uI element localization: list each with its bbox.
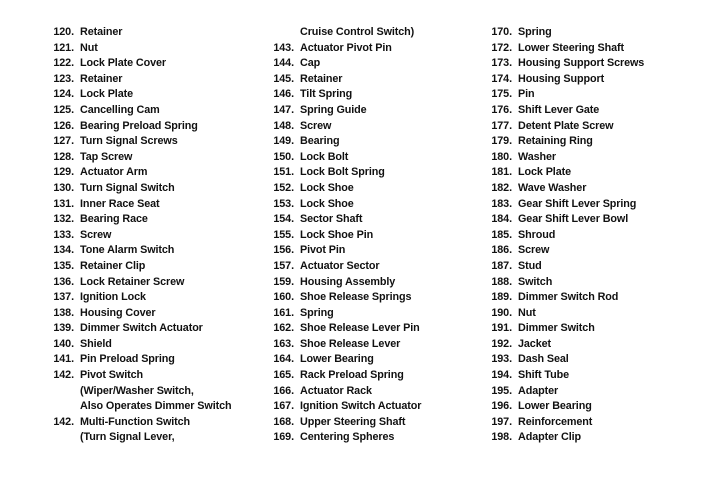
part-label: Upper Steering Shaft	[300, 415, 406, 428]
part-label: Gear Shift Lever Bowl	[518, 213, 629, 226]
part-number: 179.	[491, 135, 512, 148]
part-number: 185.	[491, 228, 512, 241]
part-entry	[478, 306, 644, 322]
part-entry	[260, 275, 421, 291]
part-entry	[40, 25, 232, 41]
part-entry	[478, 103, 644, 119]
part-entry	[40, 72, 232, 88]
part-entry	[40, 134, 232, 150]
part-entry	[40, 415, 232, 431]
part-label: Shift Tube	[518, 369, 569, 382]
part-label: Dimmer Switch Rod	[518, 291, 619, 304]
part-number: 177.	[491, 119, 512, 132]
part-number: 132.	[53, 213, 74, 226]
part-entry	[40, 41, 232, 57]
part-number: 182.	[491, 181, 512, 194]
part-number: 160.	[273, 291, 294, 304]
part-number: 124.	[53, 88, 74, 101]
part-entry	[40, 103, 232, 119]
part-entry	[260, 165, 421, 181]
part-entry	[40, 243, 232, 259]
part-entry	[478, 212, 644, 228]
part-number: 192.	[491, 337, 512, 350]
part-label: Adapter	[518, 384, 559, 397]
part-number: 169.	[273, 431, 294, 444]
part-number: 130.	[53, 181, 74, 194]
part-label: Lower Bearing	[300, 353, 374, 366]
part-entry	[260, 399, 421, 415]
part-label: Nut	[80, 41, 98, 54]
part-label: Pin Preload Spring	[80, 353, 175, 366]
part-label: Retainer Clip	[80, 259, 146, 272]
part-number: 172.	[491, 41, 512, 54]
part-label: Housing Assembly	[300, 275, 396, 288]
part-label: Shift Lever Gate	[518, 103, 600, 116]
part-label: Lock Bolt	[300, 150, 349, 163]
part-entry	[478, 243, 644, 259]
part-number: 135.	[53, 259, 74, 272]
part-entry	[478, 72, 644, 88]
part-label: Retainer	[300, 72, 343, 85]
part-entry	[478, 119, 644, 135]
part-number: 129.	[53, 166, 74, 179]
part-label: Cruise Control Switch)	[300, 26, 415, 38]
part-number: 147.	[273, 103, 294, 116]
part-number: 141.	[53, 353, 74, 366]
part-label: Screw	[80, 228, 112, 241]
part-entry	[478, 165, 644, 181]
part-entry	[478, 228, 644, 244]
part-label: Spring	[300, 306, 334, 319]
part-entry	[260, 228, 421, 244]
part-entry	[260, 243, 421, 259]
part-number: 133.	[53, 228, 74, 241]
part-entry	[40, 165, 232, 181]
part-entry	[40, 228, 232, 244]
part-label: Reinforcement	[518, 415, 593, 428]
part-label: Pin	[518, 88, 535, 101]
part-number: 144.	[273, 57, 294, 70]
part-entry	[260, 56, 421, 72]
part-number: 170.	[491, 26, 512, 38]
part-label: Screw	[518, 244, 550, 257]
part-label: Stud	[518, 259, 542, 272]
part-number: 122.	[53, 57, 74, 70]
part-label: Switch	[518, 275, 553, 288]
part-entry	[478, 352, 644, 368]
part-entry	[478, 87, 644, 103]
part-label: Pivot Switch	[80, 369, 143, 382]
part-entry	[40, 181, 232, 197]
part-entry	[40, 259, 232, 275]
part-label: Actuator Rack	[300, 384, 372, 397]
part-number: 176.	[491, 103, 512, 116]
part-label: Multi-Function Switch	[80, 415, 191, 428]
part-number: 195.	[491, 384, 512, 397]
part-entry	[40, 430, 232, 446]
part-entry	[40, 87, 232, 103]
part-label: Shoe Release Springs	[300, 291, 412, 304]
part-label: Lock Plate Cover	[80, 57, 167, 70]
part-entry	[260, 72, 421, 88]
part-entry	[478, 25, 644, 41]
part-label: Housing Support	[518, 72, 605, 85]
part-number: 168.	[273, 415, 294, 428]
part-number: 187.	[491, 259, 512, 272]
part-label: Adapter Clip	[518, 431, 581, 444]
part-label: Turn Signal Screws	[80, 135, 178, 148]
part-label: Inner Race Seat	[80, 197, 160, 210]
part-entry	[40, 212, 232, 228]
part-number: 142.	[53, 415, 74, 428]
part-number: 125.	[53, 103, 74, 116]
part-label: Washer	[518, 150, 557, 163]
part-label: Detent Plate Screw	[518, 119, 614, 132]
part-entry	[478, 259, 644, 275]
part-number: 189.	[491, 291, 512, 304]
part-label: Shield	[80, 337, 112, 350]
part-label: Lower Steering Shaft	[518, 41, 624, 54]
part-label: Lock Shoe	[300, 181, 354, 194]
part-number: 146.	[273, 88, 294, 101]
part-number: 152.	[273, 181, 294, 194]
part-label: Dimmer Switch Actuator	[80, 322, 203, 335]
part-label: Actuator Sector	[300, 259, 380, 272]
part-entry	[260, 384, 421, 400]
part-label: (Wiper/Washer Switch,	[80, 384, 194, 397]
part-number: 157.	[273, 259, 294, 272]
part-entry	[260, 212, 421, 228]
part-entry	[40, 368, 232, 384]
part-label: Wave Washer	[518, 181, 587, 194]
part-label: Rack Preload Spring	[300, 369, 404, 382]
part-number: 180.	[491, 150, 512, 163]
part-number: 128.	[53, 150, 74, 163]
part-entry	[478, 368, 644, 384]
parts-column-1	[40, 25, 232, 446]
part-entry	[260, 41, 421, 57]
part-label: Sector Shaft	[300, 213, 363, 226]
part-number: 197.	[491, 415, 512, 428]
part-label: Tap Screw	[80, 150, 133, 163]
part-entry	[478, 150, 644, 166]
part-label: Tone Alarm Switch	[80, 244, 175, 257]
part-label: Centering Spheres	[300, 431, 395, 444]
part-label: Gear Shift Lever Spring	[518, 197, 637, 210]
part-entry	[260, 337, 421, 353]
part-entry	[40, 352, 232, 368]
part-label: Spring Guide	[300, 103, 367, 116]
part-entry	[260, 150, 421, 166]
part-number: 153.	[273, 197, 294, 210]
part-number: 143.	[273, 41, 294, 54]
part-label: Retaining Ring	[518, 135, 593, 148]
part-label: Lock Plate	[518, 166, 572, 179]
part-number: 164.	[273, 353, 294, 366]
part-entry	[40, 306, 232, 322]
part-entry	[478, 41, 644, 57]
parts-column-2	[260, 25, 421, 446]
part-number: 140.	[53, 337, 74, 350]
part-number: 123.	[53, 72, 74, 85]
part-entry	[40, 399, 232, 415]
part-entry	[260, 134, 421, 150]
part-number: 183.	[491, 197, 512, 210]
part-number: 142.	[53, 369, 74, 382]
part-number: 196.	[491, 400, 512, 413]
part-number: 127.	[53, 135, 74, 148]
part-number: 121.	[53, 41, 74, 54]
part-number: 181.	[491, 166, 512, 179]
part-label: Lock Shoe Pin	[300, 228, 374, 241]
part-entry	[260, 290, 421, 306]
part-number: 165.	[273, 369, 294, 382]
part-number: 167.	[273, 400, 294, 413]
part-number: 126.	[53, 119, 74, 132]
part-entry	[478, 399, 644, 415]
part-number: 120.	[53, 26, 74, 38]
part-number: 162.	[273, 322, 294, 335]
part-entry	[260, 368, 421, 384]
part-entry	[40, 150, 232, 166]
part-entry	[40, 119, 232, 135]
part-label: Bearing Preload Spring	[80, 119, 198, 132]
part-label: Spring	[518, 26, 552, 38]
part-label: Shroud	[518, 228, 556, 241]
part-label: Lock Plate	[80, 88, 134, 101]
part-number: 139.	[53, 322, 74, 335]
part-number: 131.	[53, 197, 74, 210]
part-label: Ignition Switch Actuator	[300, 400, 422, 413]
part-number: 166.	[273, 384, 294, 397]
part-label: Dash Seal	[518, 353, 569, 366]
part-entry	[260, 259, 421, 275]
part-number: 184.	[491, 213, 512, 226]
part-number: 154.	[273, 213, 294, 226]
part-number: 151.	[273, 166, 294, 179]
part-label: Lock Retainer Screw	[80, 275, 185, 288]
part-number: 173.	[491, 57, 512, 70]
part-entry	[260, 103, 421, 119]
part-entry	[260, 87, 421, 103]
part-entry	[260, 321, 421, 337]
part-label: Actuator Arm	[80, 166, 148, 179]
part-label: Bearing Race	[80, 213, 148, 226]
part-number: 190.	[491, 306, 512, 319]
part-number: 149.	[273, 135, 294, 148]
part-entry	[260, 197, 421, 213]
part-number: 155.	[273, 228, 294, 241]
part-entry	[478, 321, 644, 337]
part-entry	[260, 430, 421, 446]
part-number: 194.	[491, 369, 512, 382]
part-label: Lock Bolt Spring	[300, 166, 385, 179]
part-label: Shoe Release Lever Pin	[300, 322, 420, 335]
part-number: 175.	[491, 88, 512, 101]
part-entry	[260, 181, 421, 197]
part-label: Jacket	[518, 337, 552, 350]
part-number: 174.	[491, 72, 512, 85]
part-number: 145.	[273, 72, 294, 85]
part-entry	[478, 275, 644, 291]
part-number: 161.	[273, 306, 294, 319]
part-entry	[478, 290, 644, 306]
part-label: Lock Shoe	[300, 197, 354, 210]
part-entry	[478, 181, 644, 197]
part-number: 137.	[53, 291, 74, 304]
part-label: Also Operates Dimmer Switch	[80, 400, 232, 413]
part-entry	[40, 290, 232, 306]
part-label: Bearing	[300, 135, 340, 148]
part-label: Tilt Spring	[300, 88, 353, 101]
part-number: 148.	[273, 119, 294, 132]
part-number: 191.	[491, 322, 512, 335]
part-label: Lower Bearing	[518, 400, 592, 413]
part-entry	[478, 415, 644, 431]
part-entry	[260, 415, 421, 431]
part-label: Nut	[518, 306, 536, 319]
part-entry	[40, 337, 232, 353]
part-entry	[260, 119, 421, 135]
part-label: Pivot Pin	[300, 244, 346, 257]
part-label: Screw	[300, 119, 332, 132]
part-entry	[478, 430, 644, 446]
part-entry	[478, 56, 644, 72]
part-label: Housing Cover	[80, 306, 156, 319]
part-number: 156.	[273, 244, 294, 257]
part-number: 186.	[491, 244, 512, 257]
part-entry	[260, 352, 421, 368]
part-entry	[260, 25, 421, 41]
part-entry	[40, 384, 232, 400]
part-number: 134.	[53, 244, 74, 257]
part-label: Cap	[300, 57, 321, 70]
part-label: Housing Support Screws	[518, 57, 645, 70]
part-entry	[40, 56, 232, 72]
part-entry	[478, 134, 644, 150]
part-entry	[40, 275, 232, 291]
part-number: 150.	[273, 150, 294, 163]
part-number: 136.	[53, 275, 74, 288]
part-label: Cancelling Cam	[80, 103, 160, 116]
part-entry	[260, 306, 421, 322]
part-number: 159.	[273, 275, 294, 288]
part-label: Dimmer Switch	[518, 322, 595, 335]
part-label: Turn Signal Switch	[80, 181, 175, 194]
part-number: 163.	[273, 337, 294, 350]
part-number: 193.	[491, 353, 512, 366]
part-entry	[478, 337, 644, 353]
part-label: Retainer	[80, 26, 123, 38]
parts-column-3	[478, 25, 644, 446]
part-entry	[40, 321, 232, 337]
part-label: Actuator Pivot Pin	[300, 41, 392, 54]
part-number: 198.	[491, 431, 512, 444]
part-entry	[478, 384, 644, 400]
part-number: 138.	[53, 306, 74, 319]
part-entry	[40, 197, 232, 213]
part-label: Retainer	[80, 72, 123, 85]
part-label: Ignition Lock	[80, 291, 146, 304]
part-label: (Turn Signal Lever,	[80, 431, 175, 444]
part-label: Shoe Release Lever	[300, 337, 401, 350]
part-entry	[478, 197, 644, 213]
part-number: 188.	[491, 275, 512, 288]
